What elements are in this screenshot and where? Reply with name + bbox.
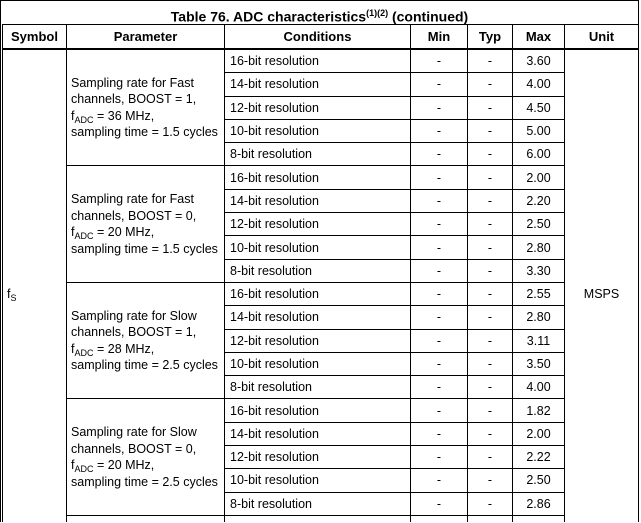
parameter-line: channels, BOOST = 0,: [71, 441, 197, 456]
min-cell: -: [411, 422, 468, 445]
parameter-f-subscript: ADC: [74, 464, 94, 475]
typ-cell: -: [468, 189, 513, 212]
conditions-cell: 16-bit resolution: [225, 399, 411, 422]
typ-cell: -: [468, 96, 513, 119]
max-cell: 3.60: [513, 49, 565, 73]
symbol-subscript: S: [10, 293, 17, 304]
conditions-cell: 8-bit resolution: [225, 143, 411, 166]
unit-cell: MSPS: [565, 49, 639, 522]
max-cell: 1.82: [513, 399, 565, 422]
conditions-cell: 10-bit resolution: [225, 236, 411, 259]
adc-characteristics-table: [2, 24, 639, 522]
max-cell: 2.50: [513, 469, 565, 492]
min-cell: -: [411, 376, 468, 399]
typ-cell: -: [468, 446, 513, 469]
continuation-cell: [513, 515, 565, 522]
header-symbol: Symbol: [3, 25, 67, 50]
conditions-cell: 16-bit resolution: [225, 49, 411, 73]
parameter-line: sampling time = 2.5 cycles: [71, 358, 218, 373]
parameter-line: channels, BOOST = 1,: [71, 92, 197, 107]
continuation-cell: [411, 515, 468, 522]
table-title-text: Table 76. ADC characteristics: [170, 8, 367, 25]
min-cell: -: [411, 119, 468, 142]
typ-cell: -: [468, 213, 513, 236]
max-cell: 3.30: [513, 259, 565, 282]
min-cell: -: [411, 166, 468, 189]
typ-cell: -: [468, 166, 513, 189]
continuation-cell: [67, 515, 225, 522]
parameter-line: Sampling rate for Fast: [71, 75, 194, 90]
typ-cell: -: [468, 49, 513, 73]
conditions-cell: 14-bit resolution: [225, 422, 411, 445]
header-row: [3, 25, 639, 50]
conditions-cell: 10-bit resolution: [225, 119, 411, 142]
table-row: [3, 399, 639, 422]
parameter-cell: [67, 399, 225, 515]
parameter-line: sampling time = 1.5 cycles: [71, 241, 218, 256]
parameter-cell: [67, 49, 225, 166]
min-cell: -: [411, 492, 468, 515]
table-row: [3, 166, 639, 189]
max-cell: 2.00: [513, 422, 565, 445]
conditions-cell: 16-bit resolution: [225, 166, 411, 189]
max-cell: 3.11: [513, 329, 565, 352]
min-cell: -: [411, 73, 468, 96]
conditions-cell: 10-bit resolution: [225, 352, 411, 375]
parameter-line: = 20 MHz,: [93, 458, 155, 473]
conditions-cell: 12-bit resolution: [225, 213, 411, 236]
parameter-f: f: [71, 225, 75, 240]
min-cell: -: [411, 352, 468, 375]
typ-cell: -: [468, 329, 513, 352]
parameter-f: f: [71, 458, 75, 473]
parameter-line: sampling time = 1.5 cycles: [71, 125, 218, 140]
table-title: [1, 1, 638, 24]
typ-cell: -: [468, 282, 513, 305]
parameter-line: Sampling rate for Slow: [71, 308, 197, 323]
conditions-cell: 14-bit resolution: [225, 189, 411, 212]
min-cell: -: [411, 189, 468, 212]
typ-cell: -: [468, 492, 513, 515]
min-cell: -: [411, 282, 468, 305]
header-unit: Unit: [565, 25, 639, 50]
min-cell: -: [411, 329, 468, 352]
parameter-line: Sampling rate for Fast: [71, 192, 194, 207]
parameter-line: = 36 MHz,: [93, 108, 155, 123]
typ-cell: -: [468, 73, 513, 96]
conditions-cell: 12-bit resolution: [225, 446, 411, 469]
header-min: Min: [411, 25, 468, 50]
max-cell: 2.80: [513, 306, 565, 329]
parameter-cell: [67, 282, 225, 398]
min-cell: -: [411, 469, 468, 492]
parameter-line: sampling time = 2.5 cycles: [71, 474, 218, 489]
conditions-cell: 8-bit resolution: [225, 259, 411, 282]
table-title-suffix: (continued): [391, 8, 469, 25]
conditions-cell: 14-bit resolution: [225, 306, 411, 329]
max-cell: 2.55: [513, 282, 565, 305]
symbol-cell: [3, 49, 67, 522]
header-conditions: Conditions: [225, 25, 411, 50]
conditions-cell: 16-bit resolution: [225, 282, 411, 305]
max-cell: 2.86: [513, 492, 565, 515]
typ-cell: -: [468, 399, 513, 422]
max-cell: 2.22: [513, 446, 565, 469]
conditions-cell: 8-bit resolution: [225, 492, 411, 515]
min-cell: -: [411, 446, 468, 469]
typ-cell: -: [468, 352, 513, 375]
min-cell: -: [411, 96, 468, 119]
max-cell: 4.50: [513, 96, 565, 119]
parameter-line: = 20 MHz,: [93, 225, 155, 240]
conditions-cell: 12-bit resolution: [225, 329, 411, 352]
parameter-line: channels, BOOST = 1,: [71, 325, 197, 340]
parameter-f: f: [71, 108, 75, 123]
max-cell: 2.20: [513, 189, 565, 212]
min-cell: -: [411, 236, 468, 259]
continuation-cell: [468, 515, 513, 522]
typ-cell: -: [468, 306, 513, 329]
conditions-cell: 10-bit resolution: [225, 469, 411, 492]
table-title-footnotes: (1)(2): [366, 8, 389, 18]
min-cell: -: [411, 259, 468, 282]
typ-cell: -: [468, 469, 513, 492]
parameter-f-subscript: ADC: [74, 231, 94, 242]
min-cell: -: [411, 306, 468, 329]
min-cell: -: [411, 49, 468, 73]
parameter-f: f: [71, 341, 75, 356]
header-parameter: Parameter: [67, 25, 225, 50]
typ-cell: -: [468, 119, 513, 142]
min-cell: -: [411, 213, 468, 236]
parameter-cell: [67, 166, 225, 282]
typ-cell: -: [468, 422, 513, 445]
max-cell: 4.00: [513, 376, 565, 399]
parameter-f-subscript: ADC: [74, 347, 94, 358]
max-cell: 3.50: [513, 352, 565, 375]
conditions-cell: 12-bit resolution: [225, 96, 411, 119]
conditions-cell: 8-bit resolution: [225, 376, 411, 399]
max-cell: 5.00: [513, 119, 565, 142]
max-cell: 4.00: [513, 73, 565, 96]
symbol-text: f: [7, 287, 11, 302]
max-cell: 2.50: [513, 213, 565, 236]
typ-cell: -: [468, 236, 513, 259]
continuation-row: [3, 515, 639, 522]
min-cell: -: [411, 143, 468, 166]
parameter-line: channels, BOOST = 0,: [71, 208, 197, 223]
continuation-cell: [225, 515, 411, 522]
typ-cell: -: [468, 376, 513, 399]
table-row: [3, 49, 639, 73]
typ-cell: -: [468, 143, 513, 166]
typ-cell: -: [468, 259, 513, 282]
parameter-f-subscript: ADC: [74, 114, 94, 125]
max-cell: 6.00: [513, 143, 565, 166]
header-typ: Typ: [468, 25, 513, 50]
parameter-line: = 28 MHz,: [93, 341, 155, 356]
min-cell: -: [411, 399, 468, 422]
table-row: [3, 282, 639, 305]
max-cell: 2.00: [513, 166, 565, 189]
header-max: Max: [513, 25, 565, 50]
conditions-cell: 14-bit resolution: [225, 73, 411, 96]
max-cell: 2.80: [513, 236, 565, 259]
parameter-line: Sampling rate for Slow: [71, 425, 197, 440]
